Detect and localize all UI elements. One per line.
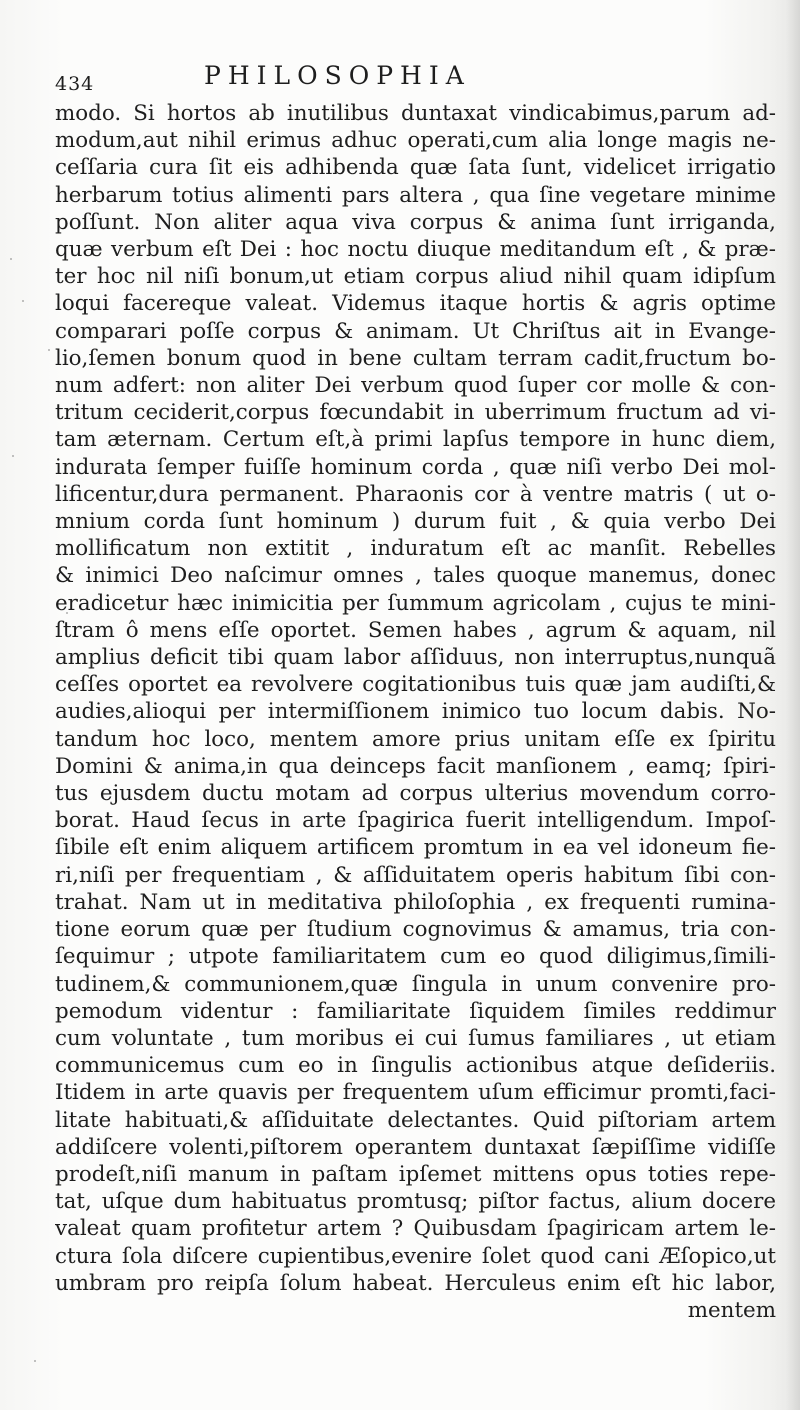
text-line: prodeſt,niſi manum in paſtam ipſemet mittens opus toties repe-: [55, 1161, 776, 1187]
text-line: tione eorum quæ per ſtudium cognovimus & amamus, tria con-: [55, 917, 776, 943]
text-line: cum voluntate , tum moribus ei cui ſumus familiares , ut etiam: [55, 1025, 776, 1051]
text-line: tus ejusdem ductu motam ad corpus ulterius movendum corro-: [55, 781, 776, 807]
text-line: comparari poſſe corpus & animam. Ut Chriſtus ait in Evange-: [55, 318, 776, 344]
text-line: ter hoc nil niſi bonum,ut etiam corpus aliud nihil quam idipſum: [55, 264, 776, 290]
text-line: tudinem,& communionem,quæ ſingula in unum convenire pro-: [55, 971, 776, 997]
text-line: communicemus cum eo in ſingulis actionibus atque deſideriis.: [55, 1053, 776, 1079]
text-line: & inimici Deo naſcimur omnes , tales quoque manemus, donec: [55, 563, 776, 589]
text-line: mentem: [687, 1297, 776, 1323]
text-line: Domini & anima,in qua deinceps facit manſionem , eamq; ſpiri-: [55, 753, 776, 779]
text-line: trahat. Nam ut in meditativa philoſophia , ex frequenti rumina-: [55, 889, 776, 915]
text-line: tam æternam. Certum eſt,à primi lapſus tempore in hunc diem,: [55, 427, 776, 453]
body-text: [55, 100, 776, 1324]
text-line: ſequimur ; utpote familiaritatem cum eo quod diligimus,ſimili-: [55, 944, 776, 970]
text-line: borat. Haud ſecus in arte ſpagirica fuerit intelligendum. Impoſ-: [55, 808, 776, 834]
page-number: 434: [55, 73, 95, 95]
text-line: tat, uſque dum habituatus promtusq; piſtor factus, alium docere: [55, 1189, 776, 1215]
text-line: ri,niſi per frequentiam , & aſſiduitatem operis habitum ſibi con-: [55, 862, 776, 888]
text-line: modo. Si hortos ab inutilibus duntaxat vindicabimus,parum ad-: [55, 101, 776, 126]
text-line: num adfert: non aliter Dei verbum quod ſuper cor molle & con-: [55, 373, 776, 399]
text-line: amplius deficit tibi quam labor aſſiduus, non interruptus,nunquã: [55, 645, 776, 671]
text-line: ſtram ô mens eſſe oportet. Semen habes , agrum & aquam, nil: [55, 617, 776, 643]
text-line: Itidem in arte quavis per frequentem uſum efficimur promti,faci-: [55, 1080, 776, 1106]
text-line: ceſſaria cura ſit eis adhibenda quæ ſata ſunt, videlicet irrigatio: [55, 155, 776, 181]
text-line: eradicetur hæc inimicitia per ſummum agricolam , cujus te mini-: [55, 590, 776, 616]
text-line: pemodum videntur : familiaritate ſiquidem ſimiles reddimur: [55, 998, 776, 1024]
text-line: litate habituati,& aſſiduitate delectantes. Quid piſtoriam artem: [55, 1107, 776, 1133]
text-line: valeat quam profitetur artem ? Quibusdam ſpagiricam artem le-: [55, 1216, 776, 1242]
running-head: PHILOSOPHIA: [204, 61, 471, 90]
text-line: ſibile eſt enim aliquem artificem promtum in ea vel idoneum fie-: [55, 835, 776, 861]
text-line: tandum hoc loco, mentem amore prius unitam eſſe ex ſpiritu: [55, 726, 776, 752]
text-line: lio,ſemen bonum quod in bene cultam terram cadit,fructum bo-: [55, 345, 776, 371]
text-line: ctura ſola diſcere cupientibus,evenire ſolet quod cani Æſopico,ut: [55, 1243, 776, 1269]
text-line: quæ verbum eſt Dei : hoc noctu diuque meditandum eſt , & præ-: [55, 237, 776, 263]
text-line: tritum ceciderit,corpus fœcundabit in uberrimum fructum ad vi-: [55, 400, 776, 426]
text-line: herbarum totius alimenti pars altera , qua ſine vegetare minime: [55, 182, 776, 208]
text-line: loqui facereque valeat. Videmus itaque hortis & agris optime: [55, 291, 776, 317]
text-line: modum,aut nihil erimus adhuc operati,cum alia longe magis ne-: [55, 128, 776, 154]
page-edge-shadow: [786, 0, 800, 1410]
text-line: mnium corda ſunt hominum ) durum fuit , & quia verbo Dei: [55, 509, 776, 535]
text-line: poſſunt. Non aliter aqua viva corpus & anima ſunt irriganda,: [55, 209, 776, 235]
text-line: audies,alioqui per intermiſſionem inimico tuo locum dabis. No-: [55, 699, 776, 725]
text-line: addiſcere volenti,piſtorem operantem duntaxat ſæpiſſime vidiſſe: [55, 1134, 776, 1160]
text-line: indurata ſemper fuiſſe hominum corda , quæ niſi verbo Dei mol-: [55, 454, 776, 480]
text-line: ceſſes oportet ea revolvere cogitationibus tuis quæ jam audiſti,&: [55, 672, 776, 698]
page-header: [55, 61, 775, 93]
text-line: umbram pro reipſa ſolum habeat. Herculeus enim eſt hic labor,: [55, 1270, 776, 1296]
text-line: lificentur,dura permanent. Pharaonis cor à ventre matris ( ut o-: [55, 481, 776, 507]
text-line: mollificatum non extitit , induratum eſt ac manſit. Rebelles: [55, 536, 776, 562]
